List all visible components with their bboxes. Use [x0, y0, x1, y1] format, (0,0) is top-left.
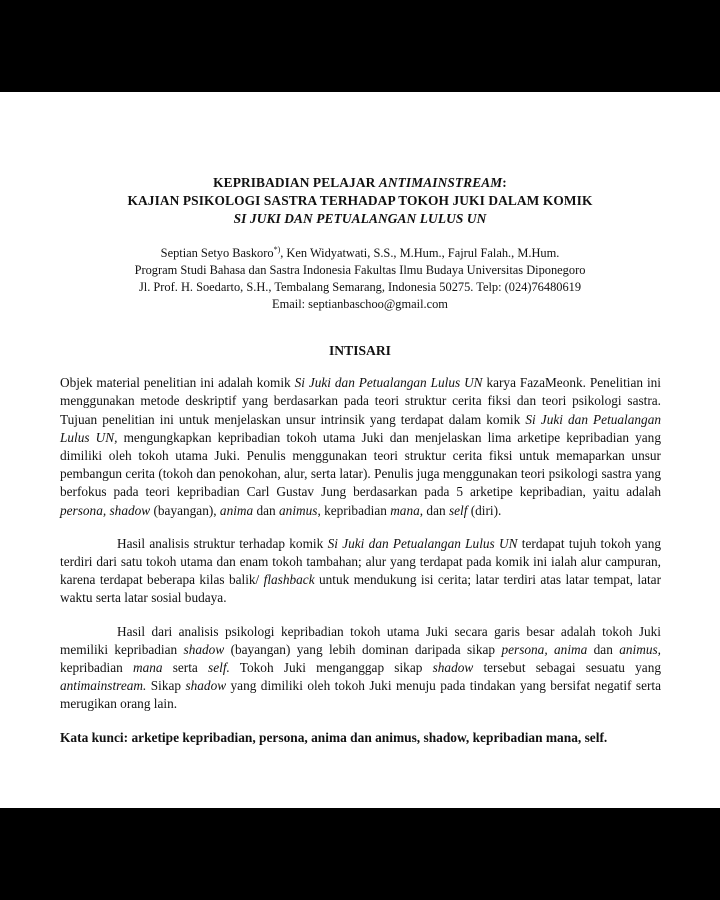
affiliation: Program Studi Bahasa dan Sastra Indonesia Fakultas Ilmu Budaya Universitas Diponegoro: [134, 263, 586, 278]
keywords-label: Kata kunci:: [60, 729, 129, 745]
keywords: [60, 729, 663, 748]
paper-page: [0, 92, 720, 808]
paper-title: [0, 174, 720, 228]
abstract-heading: INTISARI: [329, 343, 391, 359]
abstract-paragraph-1: Objek material penelitian ini adalah komik Si Juki dan Petualangan Lulus UN karya FazaMeonk. Penelitian ini menggunakan metode deskriptif yang berdasarkan pada teori struktur cerita fiksi dan teori psikologi sastra. Tujuan penelitian ini untuk menjelaskan unsur intrinsik yang terdapat dalam komik Si Juki dan Petualangan Lulus UN, mengungkapkan kepribadian tokoh utama Juki dan menjelaskan lima arketipe kepribadian yang dimiliki oleh tokoh utama Juki. Penulis menggunakan teori struktur cerita fiksi untuk memaparkan unsur pembangun cerita (tokoh dan penokohan, alur, serta latar). Penulis juga menggunakan teori psikologi sastra yang berfokus pada teori kepribadian Carl Gustav Jung berdasarkan pada 5 arketipe kepribadian, yaitu adalah persona, shadow (bayangan), anima dan animus, kepribadian mana, dan self (diri).: [60, 375, 661, 518]
title-line-2: KAJIAN PSIKOLOGI SASTRA TERHADAP TOKOH JUKI DALAM KOMIK: [127, 193, 593, 208]
keywords-list: arketipe kepribadian, persona, anima dan animus, shadow, kepribadian mana, self.: [131, 729, 608, 745]
abstract-body: [60, 374, 661, 713]
title-line-1: KEPRIBADIAN PELAJAR ANTIMAINSTREAM:: [213, 175, 507, 190]
author-names: Septian Setyo Baskoro*), Ken Widyatwati, S.S., M.Hum., Fajrul Falah., M.Hum.: [160, 245, 560, 261]
title-line-3: SI JUKI DAN PETUALANGAN LULUS UN: [233, 211, 487, 226]
abstract-paragraph-3: Hasil dari analisis psikologi kepribadian tokoh utama Juki secara garis besar adalah tokoh Juki memiliki kepribadian shadow (bayangan) yang lebih dominan daripada sikap persona, anima dan animus, kepribadian mana serta self. Tokoh Juki menganggap sikap shadow tersebut sebagai sesuatu yang antimainstream. Sikap shadow yang dimiliki oleh tokoh Juki menuju pada tindakan yang bersifat negatif serta merugikan orang lain.: [60, 623, 662, 712]
author-block: [0, 241, 720, 313]
abstract-paragraph-2: Hasil analisis struktur terhadap komik Si Juki dan Petualangan Lulus UN terdapat tujuh tokoh yang terdiri dari satu tokoh utama dan enam tokoh tambahan; alur yang terdapat pada komik ini ialah alur campuran, karena terdapat beberapa kilas balik/ flashback untuk mendukung isi cerita; latar terdiri atas latar tempat, latar waktu serta latar sosial budaya.: [60, 535, 662, 606]
email: Email: septianbaschoo@gmail.com: [272, 297, 448, 312]
address: Jl. Prof. H. Soedarto, S.H., Tembalang Semarang, Indonesia 50275. Telp: (024)76480619: [138, 280, 582, 295]
